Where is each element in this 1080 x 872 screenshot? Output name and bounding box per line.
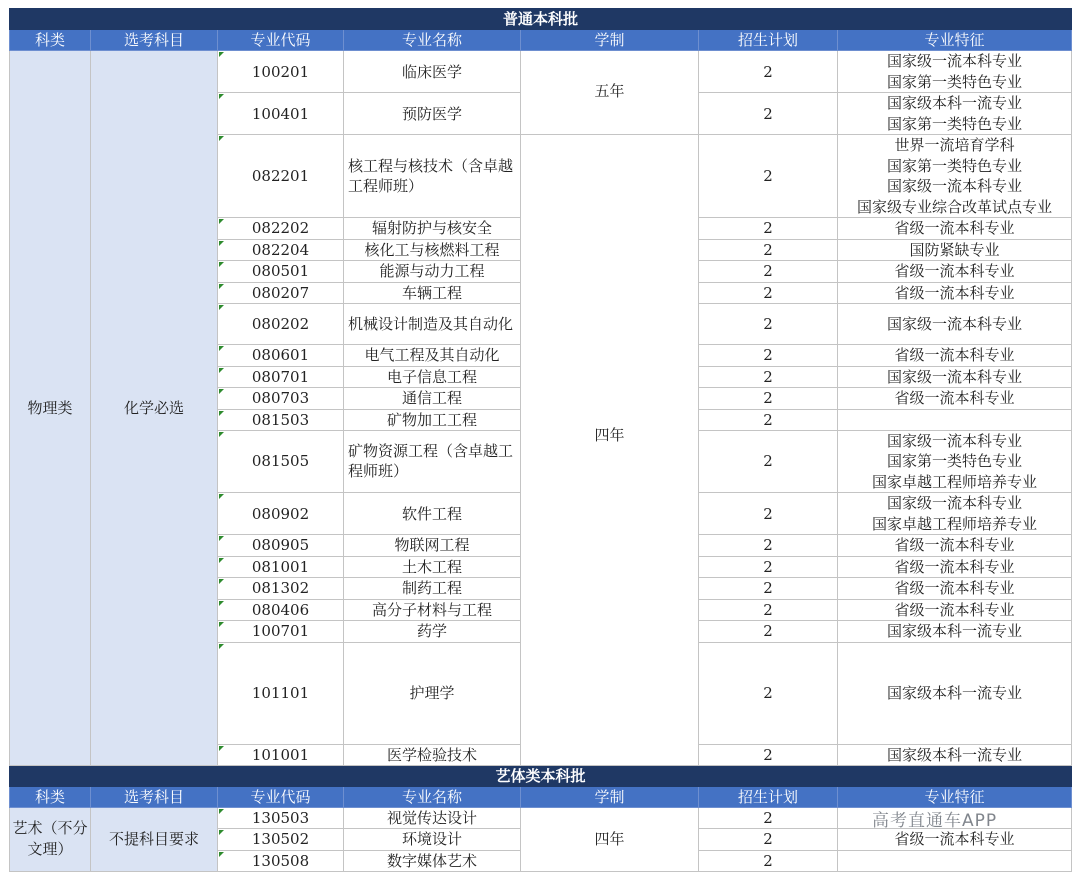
feature-cell — [838, 345, 1072, 367]
feature-cell — [838, 366, 1072, 388]
plan-cell: 2 — [699, 744, 838, 766]
feature-line: 国家级专业综合改革试点专业 — [857, 197, 1053, 216]
major-name-cell: 电子信息工程 — [344, 366, 521, 388]
feature-cell — [838, 135, 1072, 218]
feature-line: 国防紧缺专业 — [909, 240, 1000, 259]
feature-line: 国家级一流本科专业 — [887, 431, 1023, 450]
feature-cell — [838, 621, 1072, 643]
feature-cell — [838, 93, 1072, 135]
feature-line: 省级一流本科专业 — [894, 579, 1015, 597]
feature-cell — [838, 218, 1072, 240]
feature-line: 省级一流本科专业 — [894, 536, 1015, 554]
major-name-cell: 通信工程 — [344, 388, 521, 410]
major-name-cell: 环境设计 — [344, 829, 521, 851]
code-cell: 081302 — [218, 578, 344, 600]
code-cell: 080703 — [218, 388, 344, 410]
feature-line: 省级一流本科专业 — [894, 219, 1015, 237]
major-name-cell: 核工程与核技术（含卓越工程师班） — [344, 135, 521, 218]
header-code: 专业代码 — [218, 30, 344, 51]
section-title-art-cell: 艺体类本科批 — [10, 766, 1072, 787]
category-cell: 艺术（不分文理） — [10, 808, 91, 872]
code-cell: 080905 — [218, 535, 344, 557]
feature-line: 国家卓越工程师培养专业 — [872, 514, 1038, 533]
code-cell: 130508 — [218, 850, 344, 871]
plan-cell: 2 — [699, 282, 838, 304]
code-cell: 101101 — [218, 642, 344, 744]
code-cell: 081503 — [218, 409, 344, 430]
major-name-cell: 高分子材料与工程 — [344, 599, 521, 621]
feature-line: 国家第一类特色专业 — [887, 156, 1023, 175]
subject-cell: 不提科目要求 — [91, 808, 218, 872]
major-name-cell: 辐射防护与核安全 — [344, 218, 521, 240]
code-cell: 080207 — [218, 282, 344, 304]
plan-cell: 2 — [699, 304, 838, 345]
major-name-cell: 预防医学 — [344, 93, 521, 135]
feature-line: 省级一流本科专业 — [894, 346, 1015, 364]
feature-line: 国家级一流本科专业 — [887, 367, 1023, 386]
feature-line: 国家级本科一流专业 — [887, 683, 1023, 702]
feature-line: 国家级一流本科专业 — [887, 314, 1023, 333]
major-name-cell: 视觉传达设计 — [344, 808, 521, 829]
admission-table-container — [9, 8, 1071, 872]
major-name-cell: 数字媒体艺术 — [344, 850, 521, 871]
plan-cell: 2 — [699, 829, 838, 851]
feature-cell — [838, 388, 1072, 410]
section-title-regular — [10, 9, 1072, 30]
feature-cell — [838, 829, 1072, 851]
header-features: 专业特征 — [838, 30, 1072, 51]
duration-cell: 四年 — [521, 135, 699, 766]
plan-cell: 2 — [699, 493, 838, 535]
feature-cell — [838, 51, 1072, 93]
plan-cell: 2 — [699, 621, 838, 643]
feature-cell — [838, 239, 1072, 261]
header-plan: 招生计划 — [699, 30, 838, 51]
plan-cell: 2 — [699, 409, 838, 430]
header-row-art — [10, 787, 1072, 808]
plan-cell: 2 — [699, 366, 838, 388]
major-name-cell: 电气工程及其自动化 — [344, 345, 521, 367]
plan-cell: 2 — [699, 239, 838, 261]
feature-line: 国家卓越工程师培养专业 — [872, 472, 1038, 491]
plan-cell: 2 — [699, 218, 838, 240]
header-code: 专业代码 — [218, 787, 344, 808]
feature-cell — [838, 578, 1072, 600]
feature-cell — [838, 850, 1072, 871]
header-duration: 学制 — [521, 30, 699, 51]
feature-line: 国家级一流本科专业 — [887, 52, 1023, 70]
duration-cell: 五年 — [521, 51, 699, 135]
plan-cell: 2 — [699, 535, 838, 557]
plan-cell: 2 — [699, 388, 838, 410]
feature-cell — [838, 304, 1072, 345]
plan-cell: 2 — [699, 556, 838, 578]
code-cell: 101001 — [218, 744, 344, 766]
plan-cell: 2 — [699, 599, 838, 621]
code-cell: 130503 — [218, 808, 344, 829]
major-name-cell: 能源与动力工程 — [344, 261, 521, 283]
code-cell: 100701 — [218, 621, 344, 643]
header-subject: 选考科目 — [91, 30, 218, 51]
major-name-cell: 制药工程 — [344, 578, 521, 600]
header-plan: 招生计划 — [699, 787, 838, 808]
plan-cell: 2 — [699, 135, 838, 218]
feature-line: 省级一流本科专业 — [894, 557, 1015, 576]
header-subject: 选考科目 — [91, 787, 218, 808]
feature-cell — [838, 556, 1072, 578]
feature-line: 国家级一流本科专业 — [887, 494, 1023, 512]
major-name-cell: 软件工程 — [344, 493, 521, 535]
code-cell: 080902 — [218, 493, 344, 535]
plan-cell: 2 — [699, 430, 838, 493]
major-name-cell: 临床医学 — [344, 51, 521, 93]
code-cell: 080701 — [218, 366, 344, 388]
header-category: 科类 — [10, 787, 91, 808]
major-name-cell: 土木工程 — [344, 556, 521, 578]
major-name-cell: 机械设计制造及其自动化 — [344, 304, 521, 345]
feature-cell — [838, 409, 1072, 430]
feature-line: 国家级本科一流专业 — [887, 622, 1023, 640]
code-cell: 080406 — [218, 599, 344, 621]
header-duration: 学制 — [521, 787, 699, 808]
feature-line: 省级一流本科专业 — [894, 262, 1015, 280]
feature-line: 省级一流本科专业 — [894, 389, 1015, 407]
table-row — [10, 51, 1072, 93]
feature-cell — [838, 744, 1072, 766]
major-name-cell: 车辆工程 — [344, 282, 521, 304]
plan-cell: 2 — [699, 642, 838, 744]
feature-cell — [838, 535, 1072, 557]
code-cell: 080601 — [218, 345, 344, 367]
major-name-cell: 药学 — [344, 621, 521, 643]
plan-cell: 2 — [699, 578, 838, 600]
subject-cell: 化学必选 — [91, 51, 218, 766]
code-cell: 081505 — [218, 430, 344, 493]
feature-line: 省级一流本科专业 — [894, 600, 1015, 619]
header-name: 专业名称 — [344, 787, 521, 808]
duration-cell: 四年 — [521, 808, 699, 872]
feature-line: 国家级本科一流专业 — [887, 94, 1023, 112]
major-name-cell: 矿物资源工程（含卓越工程师班） — [344, 430, 521, 493]
feature-line: 国家第一类特色专业 — [887, 114, 1023, 133]
feature-line: 国家第一类特色专业 — [887, 72, 1023, 91]
category-cell: 物理类 — [10, 51, 91, 766]
plan-cell: 2 — [699, 51, 838, 93]
feature-cell — [838, 599, 1072, 621]
code-cell: 081001 — [218, 556, 344, 578]
code-cell: 082201 — [218, 135, 344, 218]
feature-cell — [838, 282, 1072, 304]
code-cell: 100201 — [218, 51, 344, 93]
feature-line: 国家第一类特色专业 — [887, 452, 1023, 470]
feature-line: 省级一流本科专业 — [894, 283, 1015, 302]
watermark: 高考直通车APP — [872, 811, 998, 831]
header-row-regular — [10, 30, 1072, 51]
code-cell: 082204 — [218, 239, 344, 261]
feature-line: 国家级一流本科专业 — [887, 177, 1023, 195]
major-name-cell: 护理学 — [344, 642, 521, 744]
header-features: 专业特征 — [838, 787, 1072, 808]
plan-cell: 2 — [699, 93, 838, 135]
plan-cell: 2 — [699, 808, 838, 829]
major-name-cell: 矿物加工工程 — [344, 409, 521, 430]
major-name-cell: 核化工与核燃料工程 — [344, 239, 521, 261]
feature-cell — [838, 493, 1072, 535]
plan-cell: 2 — [699, 261, 838, 283]
plan-cell: 2 — [699, 850, 838, 871]
admission-plan-table — [9, 8, 1072, 872]
header-category: 科类 — [10, 30, 91, 51]
feature-line: 省级一流本科专业 — [894, 830, 1015, 848]
feature-line: 国家级本科一流专业 — [887, 745, 1023, 764]
code-cell: 100401 — [218, 93, 344, 135]
header-name: 专业名称 — [344, 30, 521, 51]
feature-cell — [838, 430, 1072, 493]
feature-line: 世界一流培育学科 — [894, 136, 1015, 154]
section-title-regular-cell: 普通本科批 — [10, 9, 1072, 30]
plan-cell: 2 — [699, 345, 838, 367]
section-title-art — [10, 766, 1072, 787]
code-cell: 080202 — [218, 304, 344, 345]
feature-cell — [838, 261, 1072, 283]
code-cell: 080501 — [218, 261, 344, 283]
major-name-cell: 物联网工程 — [344, 535, 521, 557]
code-cell: 082202 — [218, 218, 344, 240]
major-name-cell: 医学检验技术 — [344, 744, 521, 766]
code-cell: 130502 — [218, 829, 344, 851]
feature-cell — [838, 642, 1072, 744]
